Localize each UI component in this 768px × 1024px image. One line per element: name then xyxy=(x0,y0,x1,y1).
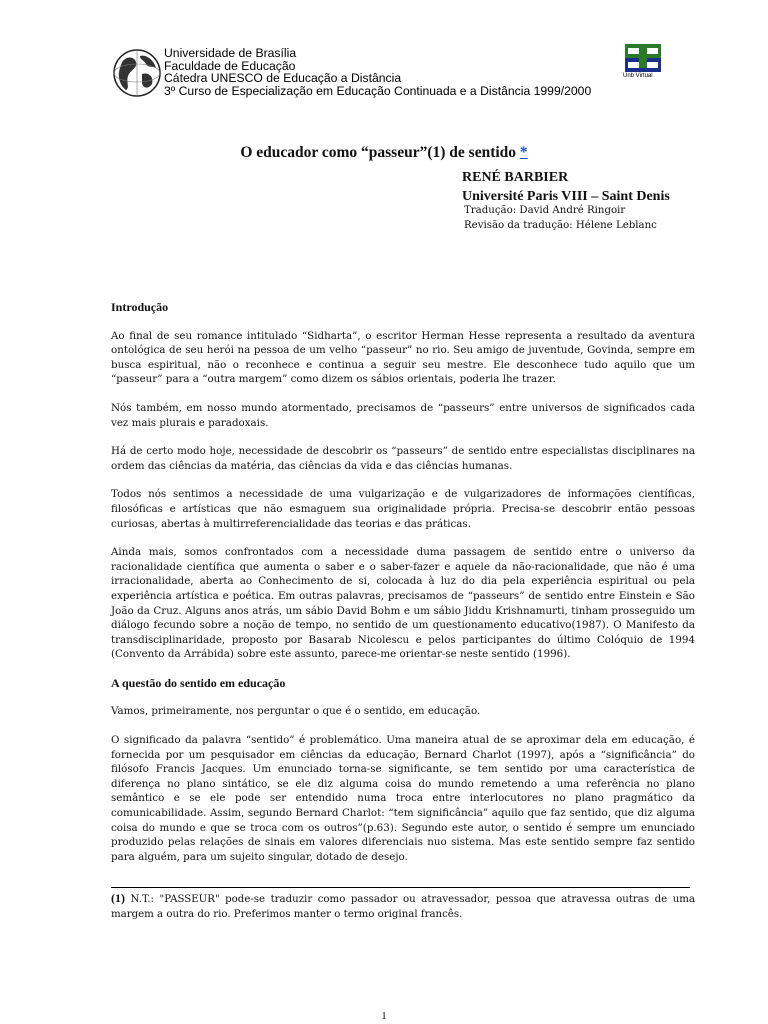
header-line-course: 3º Curso de Especialização em Educação Continuada e a Distância 1999/2000 xyxy=(164,83,592,98)
paragraph: Ainda mais, somos confrontados com a necessidade duma passagem de sentido entre o universo da racionalidade científica que aumenta o saber e o saber-fazer e aquele da não-racionalidade, que não é uma irracionalidade, aberta ao Conhecimento de si, colocada à luz do dia pela experiência espiritual ou pela experiência artística e poética. Em outras palavras, precisamos de “passeurs” de sentido entre Einstein e São João da Cruz. Alguns anos atrás, um sábio David Bohm e um sábio Jiddu Krishnamurti, tinham prosseguido um diálogo fecundo sobre a noção de tempo, no sentido de um questionamento educativo(1987). O Manifesto da transdisciplinaridade, proposto por Basarab Nicolescu e pelos participantes do último Colóquio de 1994 (Convento da Arrábida) sobre este assunto, parece-me orientar-se neste sentido (1996). xyxy=(111,546,695,661)
title-footnote-link[interactable]: * xyxy=(519,144,528,161)
section-heading-introduction: Introdução xyxy=(111,300,169,314)
institution-block xyxy=(164,47,591,97)
title-text: O educador como “passeur”(1) de sentido xyxy=(240,144,520,161)
paragraph: Há de certo modo hoje, necessidade de descobrir os “passeurs” de sentido entre especialistas disciplinares na ordem das ciências da matéria, das ciências da vida e das ciências humanas. xyxy=(111,445,695,472)
paragraph: Nós também, em nosso mundo atormentado, precisamos de “passeurs” entre universos de significados cada vez mais plurais e paradoxais. xyxy=(111,401,695,429)
header-line-faculty: Faculdade de Educação xyxy=(164,58,296,73)
article-body xyxy=(111,300,695,878)
revision-credit: Revisão da tradução: Hélene Leblanc xyxy=(464,220,657,231)
footnote-divider xyxy=(111,887,690,888)
header-line-university: Universidade de Brasília xyxy=(164,46,297,60)
section-heading-meaning: A questão do sentido em educação xyxy=(111,675,286,690)
author-name: RENÉ BARBIER xyxy=(462,170,569,185)
paragraph: Vamos, primeiramente, nos perguntar o que é o sentido, em educação. xyxy=(111,705,481,718)
paragraph: Ao final de seu romance intitulado “Sidharta”, o escritor Herman Hesse representa a resultado da aventura ontológica de seu herói na pessoa de um velho “passeur” no rio. Seu amigo de juventude, Govinda, sempre em busca espiritual, não o reconhece e continua a seguir seu mestre. Ele desconhece tudo aquilo que um “passeur” para a “outra margem” como dizem os sábios orientais, poderia lhe trazer. xyxy=(111,329,695,386)
paragraph: Todos nós sentimos a necessidade de uma vulgarização e de vulgarizadores de informações científicas, filosóficas e artísticas que não esmaguem sua originalidade própria. Precisa-se descobrir então pessoas curiosas, abertas à multirreferencialidade das teorias e das práticas. xyxy=(111,488,695,530)
footnote-text: N.T.: "PASSEUR" pode-se traduzir como passador ou atravessador, pessoa que atravessa outras de uma margem a outra do rio. Preferimos manter o termo original francês. xyxy=(111,894,695,920)
page-number: 1 xyxy=(381,1010,387,1022)
article-title xyxy=(0,144,768,162)
paragraph: O significado da palavra “sentido” é problemático. Uma maneira atual de se aproximar dela em educação, é fornecida por um pesquisador em ciências da educação, Bernard Charlot (1997), após a “significância” do filósofo Francis Jacques. Um enunciado torna-se significante, se tem sentido por uma característica de diferença no plano sintático, se ele diz alguma coisa do mundo remetendo a uma referência no plano semântico e se ele pode ser entendido numa troca entre interlocutores no plano pragmático da comunicabilidade. Assim, segundo Bernard Charlot: “tem significância” aquilo que faz sentido, que diz alguma coisa do mundo e que se troca com os outros”(p.63). Segundo este autor, o sentido é sempre um enunciado produzido pelas relações de sinais em valores diferenciais nuo sistema. Mas este sentido sempre faz sentido para alguém, para um sujeito singular, dotado de desejo. xyxy=(111,734,695,863)
author-block xyxy=(462,168,670,206)
translation-credits xyxy=(464,203,657,233)
globe-icon xyxy=(112,48,162,98)
header-line-unesco: Cátedra UNESCO de Educação a Distância xyxy=(164,71,402,86)
author-affiliation: Université Paris VIII – Saint Denis xyxy=(462,189,670,204)
unb-virtual-label: Unb Virtual xyxy=(623,73,653,79)
translation-credit: Tradução: David André Ringoir xyxy=(464,205,626,216)
document-header xyxy=(112,44,692,102)
footnote-label: (1) xyxy=(111,891,125,905)
footnote xyxy=(111,891,695,922)
